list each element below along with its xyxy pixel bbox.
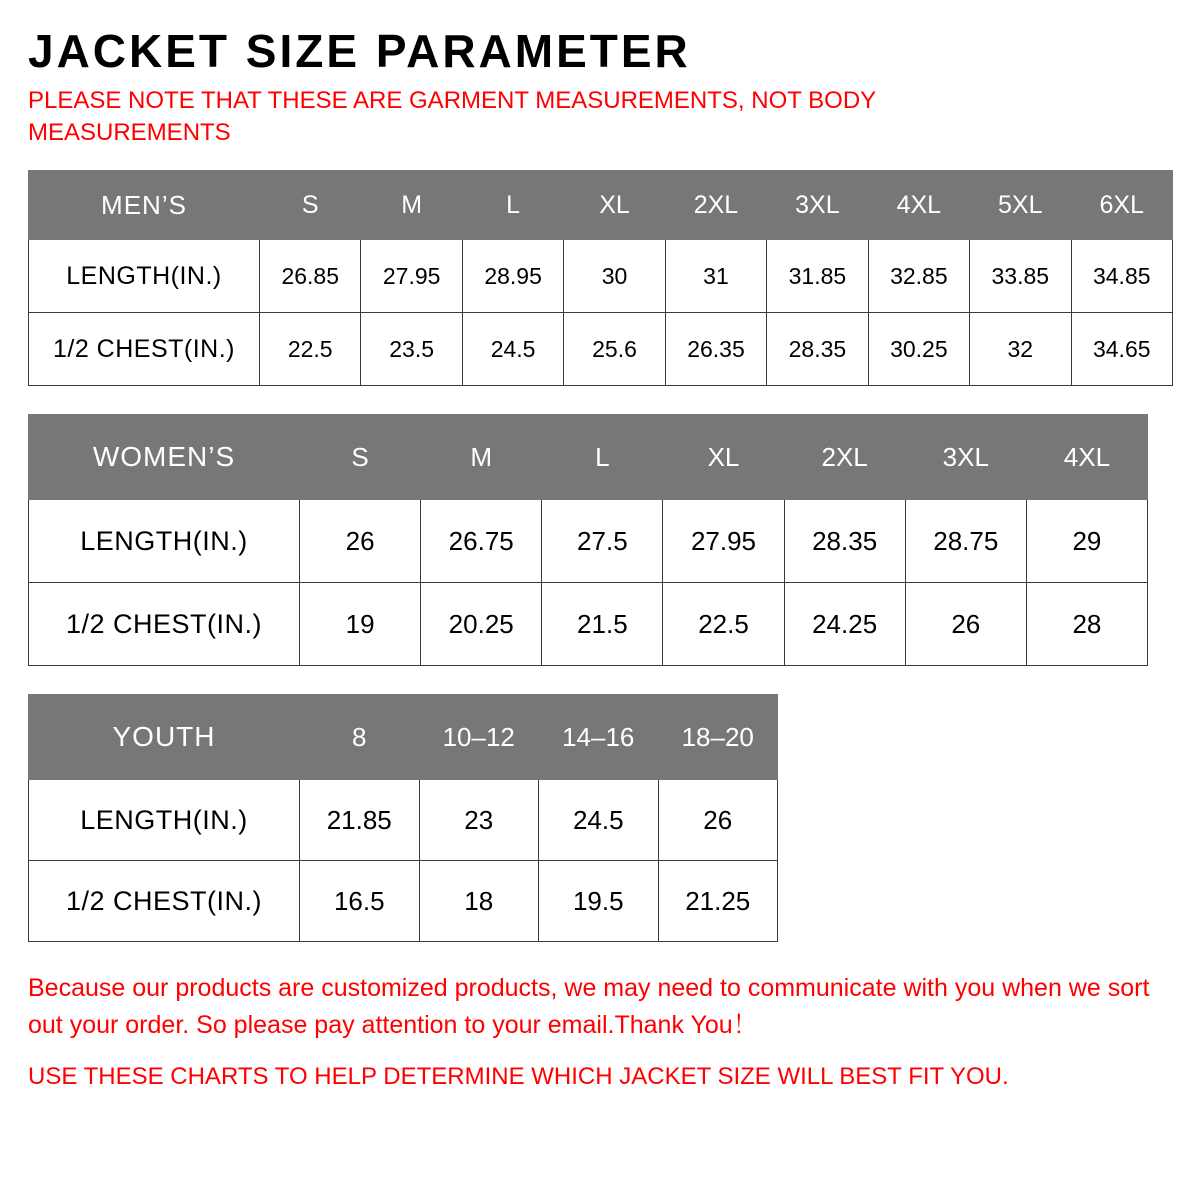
womens-header-3xl: 3XL [905, 415, 1026, 500]
mens-length-l: 28.95 [462, 240, 563, 313]
table-row [29, 240, 1173, 313]
womens-length-l: 27.5 [542, 500, 663, 583]
youth-chest-18-20: 21.25 [658, 861, 778, 942]
youth-chest-label: 1/2 CHEST(IN.) [29, 861, 300, 942]
womens-chest-4xl: 28 [1026, 583, 1147, 666]
mens-chest-5xl: 32 [970, 313, 1071, 386]
womens-header-4xl: 4XL [1026, 415, 1147, 500]
mens-chest-m: 23.5 [361, 313, 462, 386]
mens-chest-l: 24.5 [462, 313, 563, 386]
youth-header-10-12: 10–12 [419, 695, 539, 780]
chart-usage-note: USE THESE CHARTS TO HELP DETERMINE WHICH JACKET SIZE WILL BEST FIT YOU. [28, 1062, 1009, 1090]
mens-chest-label: 1/2 CHEST(IN.) [29, 313, 260, 386]
table-row [29, 313, 1173, 386]
youth-size-table [28, 694, 778, 942]
womens-length-xl: 27.95 [663, 500, 784, 583]
mens-header-2xl: 2XL [665, 171, 766, 240]
womens-header-l: L [542, 415, 663, 500]
mens-header-5xl: 5XL [970, 171, 1071, 240]
mens-chest-6xl: 34.65 [1071, 313, 1173, 386]
youth-length-14-16: 24.5 [539, 780, 659, 861]
youth-header-18-20: 18–20 [658, 695, 778, 780]
womens-header-category: WOMEN’S [29, 415, 300, 500]
youth-chest-10-12: 18 [419, 861, 539, 942]
mens-chest-s: 22.5 [260, 313, 361, 386]
womens-length-s: 26 [300, 500, 421, 583]
mens-header-3xl: 3XL [767, 171, 868, 240]
womens-chest-s: 19 [300, 583, 421, 666]
womens-length-2xl: 28.35 [784, 500, 905, 583]
mens-header-6xl: 6XL [1071, 171, 1173, 240]
table-row [29, 583, 1148, 666]
mens-header-m: M [361, 171, 462, 240]
table-header-row [29, 171, 1173, 240]
womens-header-2xl: 2XL [784, 415, 905, 500]
mens-chest-xl: 25.6 [564, 313, 665, 386]
mens-header-category: MEN’S [29, 171, 260, 240]
garment-measurement-note: PLEASE NOTE THAT THESE ARE GARMENT MEASUREMENTS, NOT BODY MEASUREMENTS [28, 86, 876, 146]
womens-header-m: M [421, 415, 542, 500]
mens-length-2xl: 31 [665, 240, 766, 313]
youth-length-10-12: 23 [419, 780, 539, 861]
womens-size-table [28, 414, 1148, 666]
womens-length-m: 26.75 [421, 500, 542, 583]
mens-header-s: S [260, 171, 361, 240]
youth-chest-14-16: 19.5 [539, 861, 659, 942]
mens-header-4xl: 4XL [868, 171, 969, 240]
mens-length-m: 27.95 [361, 240, 462, 313]
womens-length-label: LENGTH(IN.) [29, 500, 300, 583]
mens-size-table [28, 170, 1173, 386]
youth-length-18-20: 26 [658, 780, 778, 861]
youth-chest-8: 16.5 [300, 861, 420, 942]
youth-header-category: YOUTH [29, 695, 300, 780]
mens-length-5xl: 33.85 [970, 240, 1071, 313]
mens-length-xl: 30 [564, 240, 665, 313]
youth-length-label: LENGTH(IN.) [29, 780, 300, 861]
womens-length-3xl: 28.75 [905, 500, 1026, 583]
womens-chest-m: 20.25 [421, 583, 542, 666]
mens-length-s: 26.85 [260, 240, 361, 313]
mens-length-label: LENGTH(IN.) [29, 240, 260, 313]
mens-chest-3xl: 28.35 [767, 313, 868, 386]
mens-length-4xl: 32.85 [868, 240, 969, 313]
womens-chest-label: 1/2 CHEST(IN.) [29, 583, 300, 666]
mens-chest-2xl: 26.35 [665, 313, 766, 386]
womens-chest-2xl: 24.25 [784, 583, 905, 666]
table-row [29, 780, 778, 861]
customization-note: Because our products are customized products, we may need to communicate with you when we sort out your order. So please pay attention to your email.Thank You！ [28, 974, 1150, 1039]
table-header-row [29, 415, 1148, 500]
womens-header-s: S [300, 415, 421, 500]
mens-chest-4xl: 30.25 [868, 313, 969, 386]
youth-header-14-16: 14–16 [539, 695, 659, 780]
womens-chest-l: 21.5 [542, 583, 663, 666]
mens-length-3xl: 31.85 [767, 240, 868, 313]
table-row [29, 500, 1148, 583]
mens-header-xl: XL [564, 171, 665, 240]
mens-header-l: L [462, 171, 563, 240]
mens-length-6xl: 34.85 [1071, 240, 1173, 313]
youth-length-8: 21.85 [300, 780, 420, 861]
youth-header-8: 8 [300, 695, 420, 780]
womens-header-xl: XL [663, 415, 784, 500]
table-header-row [29, 695, 778, 780]
womens-chest-xl: 22.5 [663, 583, 784, 666]
table-row [29, 861, 778, 942]
womens-length-4xl: 29 [1026, 500, 1147, 583]
page-title: JACKET SIZE PARAMETER [28, 25, 691, 77]
womens-chest-3xl: 26 [905, 583, 1026, 666]
